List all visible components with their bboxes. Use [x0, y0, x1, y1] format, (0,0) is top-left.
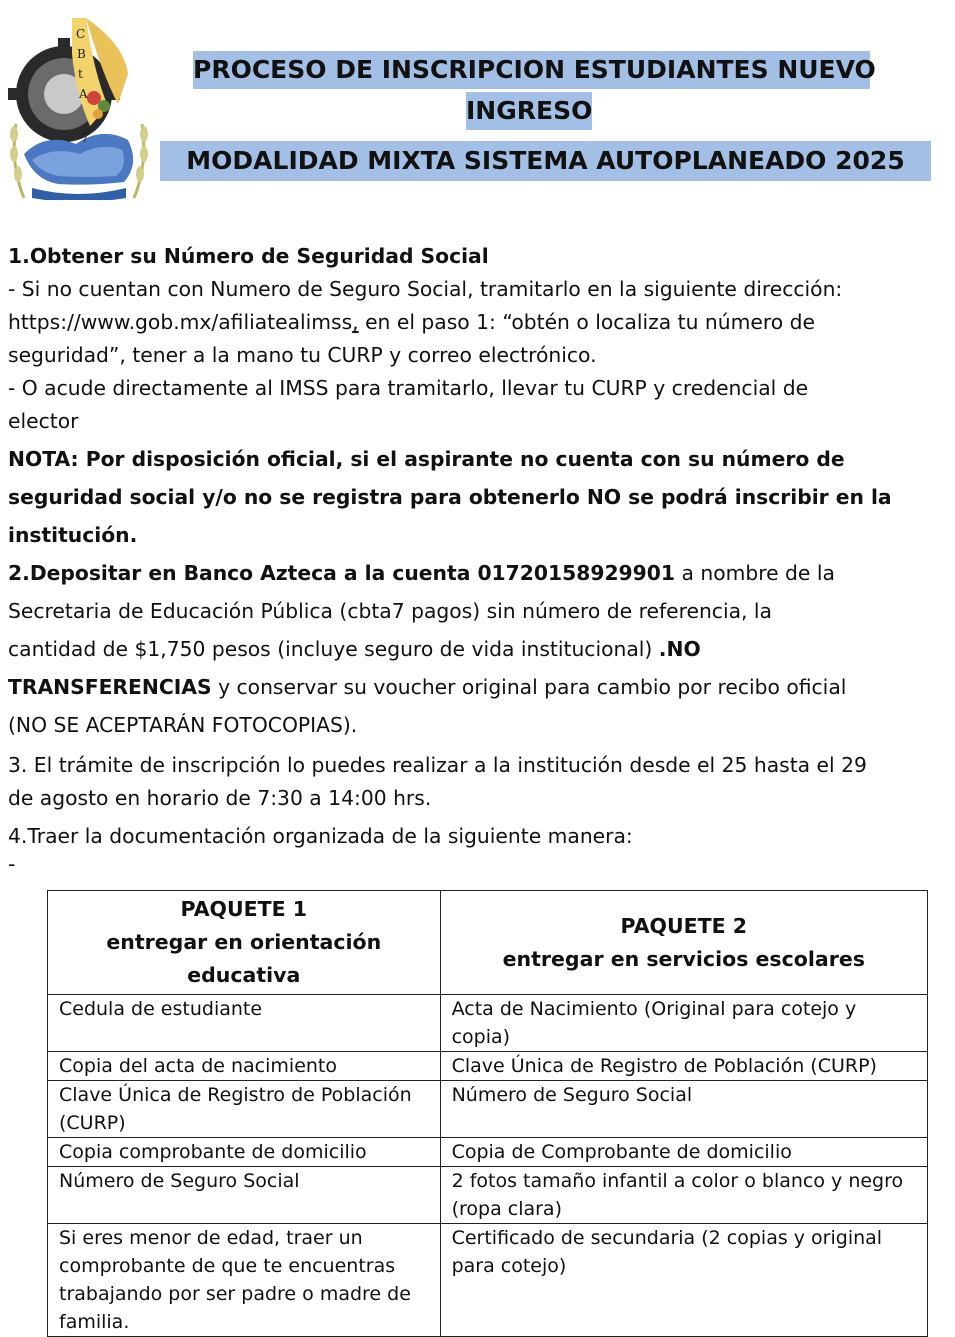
documents-table — [47, 890, 928, 1337]
table-row — [48, 1138, 928, 1167]
package-1-item: Copia del acta de nacimiento — [48, 1052, 441, 1081]
step1-line-2-rest: en el paso 1: “obtén o localiza tu número de — [358, 310, 815, 334]
step3-line-1: 3. El trámite de inscripción lo puedes realizar a la institución desde el 25 hasta el 29 — [8, 753, 867, 777]
step1-line-1: - Si no cuentan con Numero de Seguro Social, tramitarlo en la siguiente dirección: — [8, 277, 843, 301]
step2-line-2: Secretaria de Educación Pública (cbta7 pagos) sin número de referencia, la — [8, 599, 772, 623]
instructions-body — [8, 240, 943, 875]
package-2-item: Clave Única de Registro de Población (CURP) — [440, 1052, 927, 1081]
note-line-1: NOTA: Por disposición oficial, si el aspirante no cuenta con su número de — [8, 447, 845, 471]
school-logo — [6, 14, 152, 200]
package-1-subtitle-2: educativa — [187, 963, 301, 987]
step3-line-2: de agosto en horario de 7:30 a 14:00 hrs. — [8, 786, 432, 810]
package-2-item: 2 fotos tamaño infantil a color o blanco y negro (ropa clara) — [440, 1167, 927, 1224]
package-1-item: Número de Seguro Social — [48, 1167, 441, 1224]
document-subtitle: MODALIDAD MIXTA SISTEMA AUTOPLANEADO 2025 — [160, 141, 931, 181]
step4-dash: - — [8, 852, 16, 876]
svg-text:C: C — [76, 27, 86, 41]
step1-line-5: elector — [8, 409, 79, 433]
svg-text:B: B — [77, 47, 86, 61]
step1-line-2 — [8, 306, 943, 339]
svg-text:A: A — [79, 87, 88, 101]
table-row — [48, 1167, 928, 1224]
document-title-line-1: PROCESO DE INSCRIPCION ESTUDIANTES NUEVO — [193, 51, 870, 89]
svg-text:t: t — [78, 67, 83, 81]
step1-line-3: seguridad”, tener a la mano tu CURP y correo electrónico. — [8, 343, 597, 367]
table-row — [48, 995, 928, 1052]
document-title-line-2: INGRESO — [466, 92, 592, 130]
url-comma: , — [352, 310, 359, 334]
step2-line-5: (NO SE ACEPTARÁN FOTOCOPIAS). — [8, 713, 358, 737]
step2-line-4-rest: y conservar su voucher original para cambio por recibo oficial — [211, 675, 847, 699]
no-transfer-bold-2: TRANSFERENCIAS — [8, 675, 212, 699]
package-1-title: PAQUETE 1 — [180, 897, 308, 921]
step2-line-1 — [8, 554, 943, 592]
table-row — [48, 1224, 928, 1337]
package-1-item: Cedula de estudiante — [48, 995, 441, 1052]
package-2-header — [440, 891, 927, 995]
table-row — [48, 1081, 928, 1138]
package-2-title: PAQUETE 2 — [620, 913, 748, 938]
step2-line-3-text: cantidad de $1,750 pesos (incluye seguro de vida institucional) — [8, 637, 659, 661]
note-line-2: seguridad social y/o no se registra para obtenerlo NO se podrá inscribir en la — [8, 485, 892, 509]
package-1-item: Clave Única de Registro de Población (CURP) — [48, 1081, 441, 1138]
step2-line-4 — [8, 668, 943, 706]
package-2-subtitle: entregar en servicios escolares — [502, 946, 865, 971]
step4-line-1: 4.Traer la documentación organizada de la siguiente manera: — [8, 824, 633, 848]
no-transfer-bold-1: .NO — [658, 637, 701, 661]
package-1-subtitle-1: entregar en orientación — [106, 930, 382, 954]
step2-line-3 — [8, 630, 943, 668]
svg-text:7: 7 — [81, 131, 89, 145]
table-row — [48, 1052, 928, 1081]
step1-line-4: - O acude directamente al IMSS para tramitarlo, llevar tu CURP y credencial de — [8, 376, 809, 400]
package-1-header — [48, 891, 441, 995]
step1-heading: 1.Obtener su Número de Seguridad Social — [8, 244, 489, 268]
imss-url-link[interactable]: https://www.gob.mx/afiliatealimss — [8, 310, 353, 334]
step2-line-1-rest: a nombre de la — [675, 561, 835, 585]
package-2-item: Copia de Comprobante de domicilio — [440, 1138, 927, 1167]
step2-heading: 2.Depositar en Banco Azteca a la cuenta 01720158929901 — [8, 561, 676, 585]
package-1-item: Si eres menor de edad, traer un comprobante de que te encuentras trabajando por ser padre o madre de familia. — [48, 1224, 441, 1337]
package-2-item: Certificado de secundaria (2 copias y original para cotejo) — [440, 1224, 927, 1337]
package-2-item: Número de Seguro Social — [440, 1081, 927, 1138]
note-line-3: institución. — [8, 523, 138, 547]
package-2-item: Acta de Nacimiento (Original para cotejo y copia) — [440, 995, 927, 1052]
table-header-row — [48, 891, 928, 995]
package-1-item: Copia comprobante de domicilio — [48, 1138, 441, 1167]
